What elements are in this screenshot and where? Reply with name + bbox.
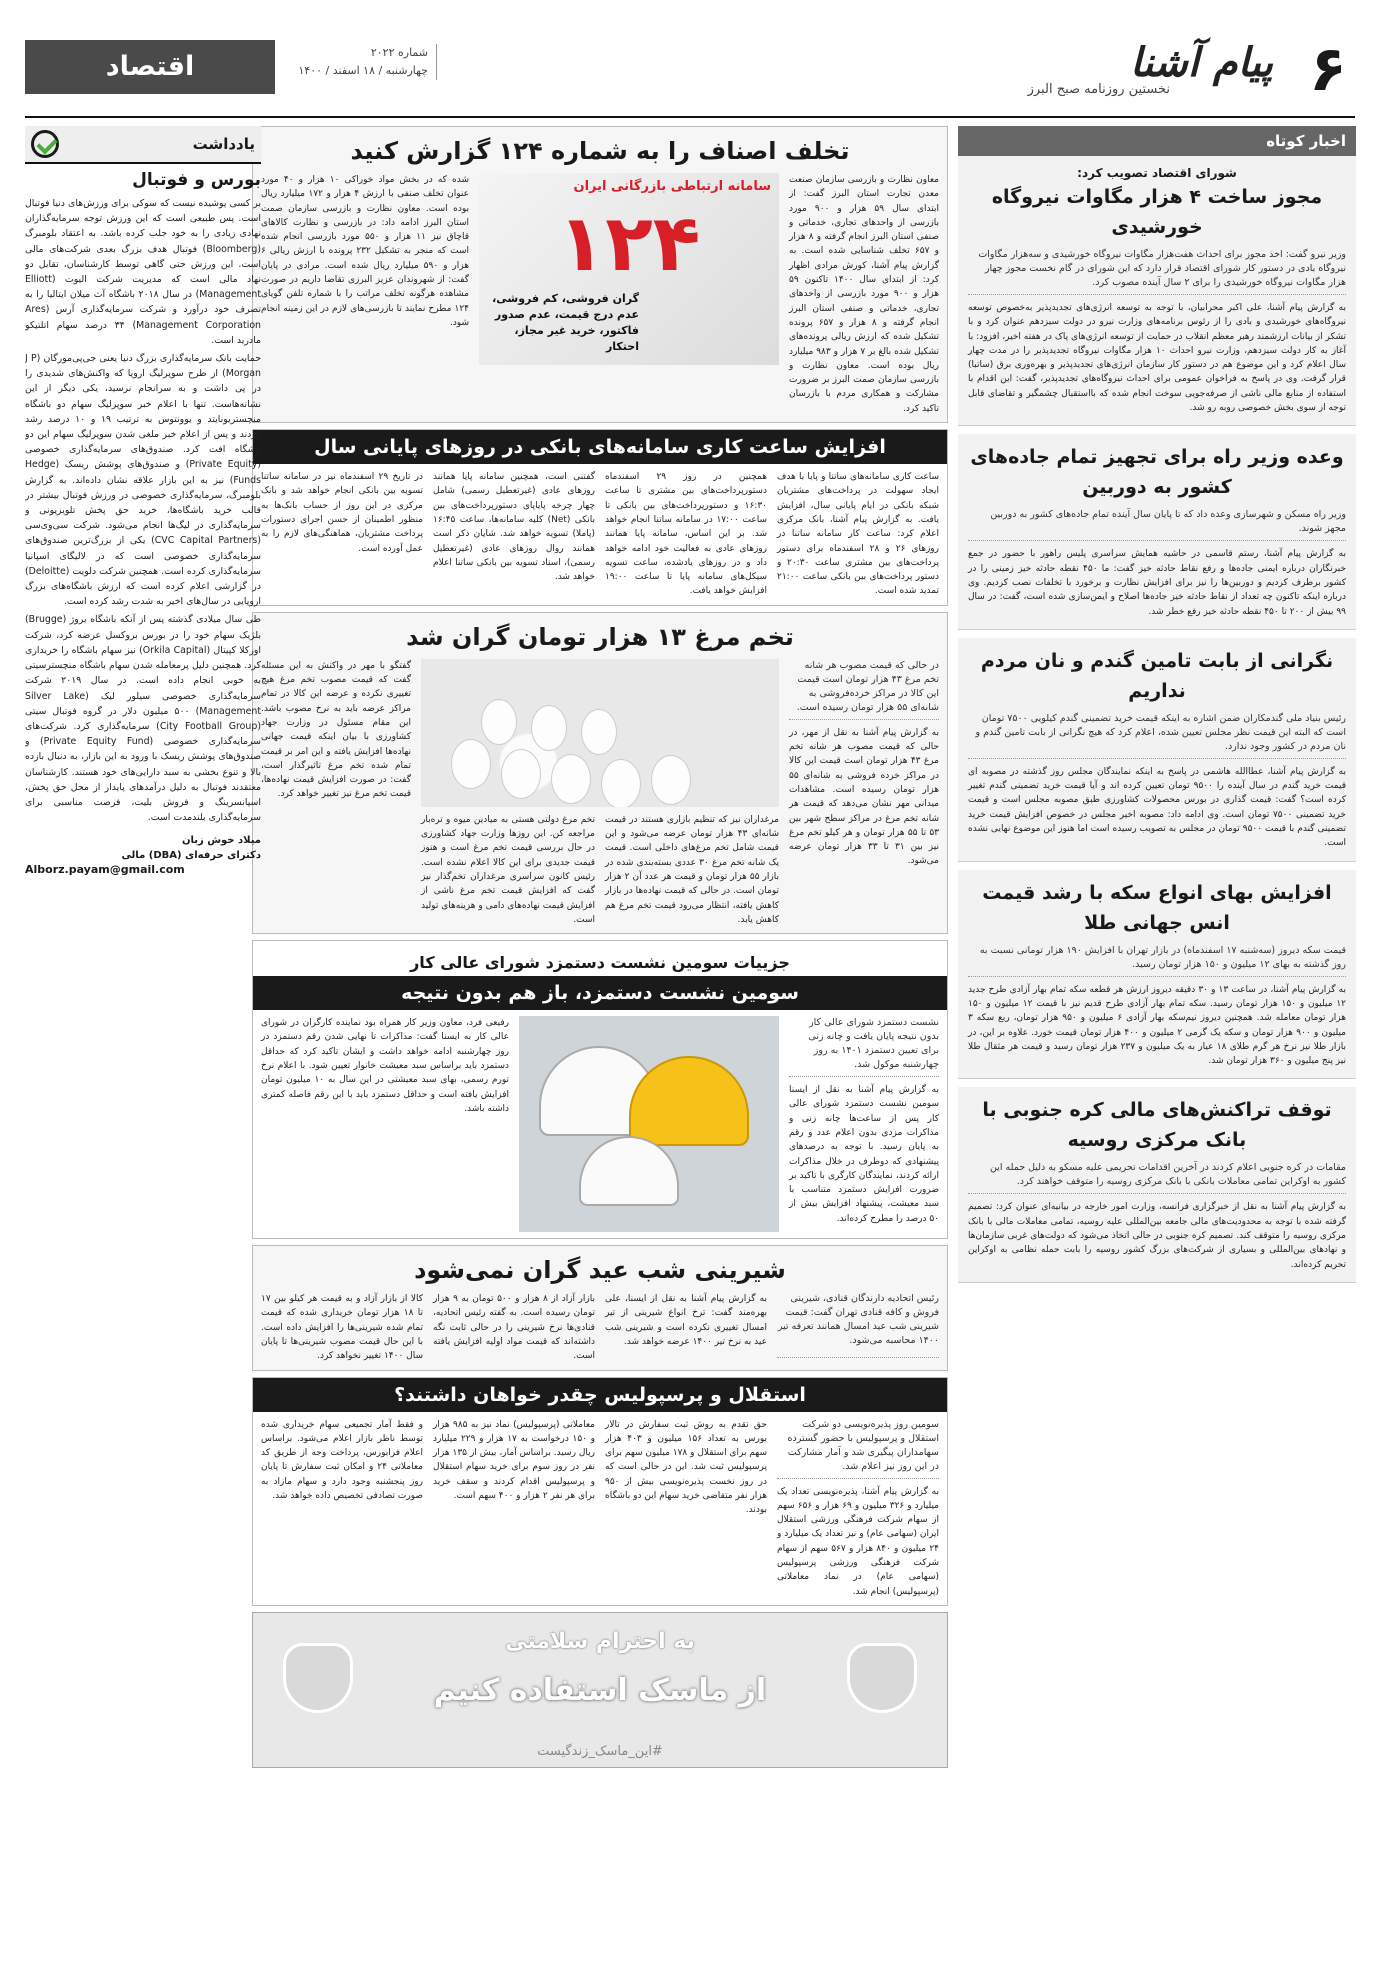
image-caption: سامانه ارتباطی بازرگانی ایران bbox=[573, 179, 771, 194]
article-col: بازار آزاد از ۸ هزار و ۵۰۰ تومان به ۹ هزار تومان رسیده است. به گفته رئیس اتحادیه، قنادی‌ها نرخ شیرینی را در حالی ثابت نگه داشته‌اند که قیمت مواد اولیه افزایش یافته است. bbox=[433, 1294, 595, 1362]
article-col: ساعت کاری سامانه‌های ساتنا و پایا با هدف ایجاد سهولت در پرداخت‌های مشتریان شبکه بانکی در ایام پایانی سال، افزایش یافت. به گزارش پیام آشنا، بانک مرکزی اعلام کرد: ساعت کار سامانه ساتنا در روزهای ۲۶ و ۲۸ اسفندماه برای دستور پرداخت‌های بین مشتری ساعت ۲۰:۳۰ و دستور پرداخت‌های بین بانکی ساعت ۲۱:۰۰ تمدید شده است. bbox=[777, 472, 939, 597]
issue-number: شماره ۲۰۲۲ bbox=[370, 46, 428, 59]
article-col: به گزارش پیام آشنا به نقل از ایسنا، علی بهره‌مند گفت: ترخ انواع شیرینی از تیر امسال تغییری نکرده است و شیرینی شب عید به نرخ تیر ۱۴۰۰ عرضه خواهد شد. bbox=[605, 1294, 767, 1347]
article-col: در تاریخ ۲۹ اسفندماه نیز در سامانه ساتنا تسویه بین بانکی انجام خواهد شد و بانک مرکزی در این روز از حساب بانک‌ها به منظور اطمینان از حسن اجرای دستورات پرداخت مشتریان، هماهنگی‌های لازم را به عمل آورده است. bbox=[261, 472, 423, 554]
article-lede: نشست دستمزد شورای عالی کار بدون نتیجه پایان یافت و چانه زنی برای تعیین دستمزد ۱۴۰۱ به روز چهارشنبه موکول شد. bbox=[789, 1016, 939, 1077]
article-col: رفیعی فرد، معاون وزیر کار همراه بود نماینده کارگران در شورای عالی کار به ایسنا گفت: مذاکرات تا نهایی شدن رقم دستمزد در روز چهارشنبه ادامه خواهد داشت و ایشان تاکید کرد که حداقل دستمزد باید براساس سبد معیشت خانوار تعیین شود. با اعلام نرخ تورم رسمی، بهای سبد معیشتی در این سال به ۱۰ میلیون تومان افزایش یافته است و حداقل دستمزد باید با این رقم فاصله کمتری داشته باشد. bbox=[261, 1018, 509, 1114]
short-news-body: به گزارش پیام آشنا، رستم قاسمی در حاشیه همایش سراسری پلیس راهور با حضور در جمع خبرنگاران درباره ایمنی جاده‌ها و رفع نقاط حادثه خیز گفت: ما ۴۵۰ نقطه حادثه خیز زمینی را در کشور برطرف کردیم و دوربین‌ها را نیز برای افزایش نظارت و برخورد با تخلفات نصب کردیم. وی درباره اینکه تاکنون چه تعداد از نقاط حادثه خیز جاده‌ها اصلاح و ایمن‌سازی شده است، گفت: در سال ۹۹ بیش از ۲۰۰ تا ۴۵۰ نقطه حادثه خیز رفع خطر شد. bbox=[968, 549, 1347, 617]
short-news-body: به گزارش پیام آشنا، در ساعت ۱۳ و ۳۰ دقیقه دیروز ارزش هر قطعه سکه تمام بهار آزادی طرح جدید ۱۲ میلیون و ۱۵۰ هزار تومان رسید. سکه تمام بهار آزادی طرح قدیم نیز با قیمت ۱۲ میلیون و ۱۵۰ هزار تومان معامله شد. همچنین دیروز نیم‌سکه بهار آزادی ۶ میلیون و ۹۵۰ هزار تومان، ربع سکه ۳ میلیون و ۹۰۰ هزار تومان و سکه یک گرمی ۲ میلیون و ۴۰۰ هزار تومان قیمت خورد. علاوه بر این، در بازار طلا نیز نرخ هر گرم طلای ۱۸ عیار به یک میلیون و ۲۳۷ هزار تومان رسید و قیمت هر مثقال طلا نیز پنج میلیون و ۳۶۰ هزار تومان شد. bbox=[968, 984, 1347, 1067]
short-news-body: به گزارش پیام آشنا، عطاالله هاشمی در پاسخ به اینکه نمایندگان مجلس روز گذشته در مصوبه ای قیمت خرید گندم در سال آینده را ۹۵۰۰ تومان تعیین کرده اند و آیا قیمت خرید تضمینی گندم تغییر کرده است؟ گفت: قیمت گذاری در بورس محصولات کشاورزی طبق مصوبه مجلس است و قیمت خرید تضمینی ۷۵۰۰ تومان است. وی ادامه داد: مصوبه اخیر مجلس در خصوص افزایش قیمت خرید تضمینی گندم با قیمت ۹۵۰۰ تومان در مجلس به تصویب رسیده است اما هنوز این موضوع نهایی نشده است. bbox=[968, 766, 1346, 849]
short-news-title: مجوز ساخت ۴ هزار مگاوات نیروگاه خورشیدی bbox=[991, 186, 1323, 238]
contact-email[interactable]: Alborz.payam@gmail.com bbox=[25, 863, 185, 877]
issue-meta bbox=[287, 44, 437, 80]
short-news-lede: وزیر راه مسکن و شهرسازی وعده داد که تا پایان سال آینده تمام جاده‌های کشور به دوربین مجهز شوند. bbox=[968, 508, 1346, 541]
short-news-item bbox=[958, 870, 1356, 1080]
article-bank-hours bbox=[252, 429, 948, 606]
short-news-item bbox=[958, 638, 1356, 862]
editorial-label: یادداشت bbox=[192, 135, 255, 153]
article-title: سومین نشست دستمزد، باز هم بدون نتیجه bbox=[253, 976, 947, 1010]
article-col: به گزارش پیام آشنا، پذیره‌نویسی تعداد یک میلیارد و ۳۲۶ میلیون و ۶۹ هزار و ۶۵۶ سهم از سهام شرکت فرهنگی ورزشی استقلال ایران (سهامی عام) و نیز تعداد یک میلیارد و ۲۴ میلیون و ۸۴۰ هزار و ۵۶۷ سهم از سهام شرکت فرهنگی ورزشی پرسپولیس (سهامی عام) در نماد معاملاتی (پرسپولیس) انجام شد. bbox=[777, 1486, 939, 1597]
short-news-title: توقف تراکنش‌های مالی کره جنوبی با بانک مرکزی روسیه bbox=[982, 1099, 1332, 1152]
masthead bbox=[25, 30, 1355, 118]
article-title: شیرینی شب عید گران نمی‌شود bbox=[414, 1256, 786, 1285]
article-lede: سومین روز پذیره‌نویسی دو شرکت استقلال و پرسپولیس با حضور گسترده سهامداران پیگیری شد و آمار مشارکت در این روز نیز اعلام شد. bbox=[777, 1418, 939, 1479]
article-kicker: جزییات سومین نشست دستمزد شورای عالی کار bbox=[410, 953, 790, 973]
short-news-item bbox=[958, 1087, 1356, 1282]
editorial-body bbox=[25, 196, 261, 825]
ad-hashtag: #این_ماسک_زندگیست bbox=[537, 1743, 663, 1759]
editorial-title: بورس و فوتبال bbox=[132, 170, 261, 190]
article-title: تخم مرغ ۱۳ هزار تومان گران شد bbox=[406, 622, 794, 651]
mask-awareness-ad bbox=[252, 1612, 948, 1768]
article-col: معاملاتی (پرسپولیس) نماد نیز به ۹۸۵ هزار و ۱۵۰ درخواست به ۱۷ هزار و ۲۲۹ میلیارد ریال رسید. براساس آمار، بیش از ۱۳۵ هزار نفر در روز سوم برای خرید سهام استقلال و پرسپولیس اقدام کردند و سقف خرید برای هر نفر ۲ هزار و ۴۰۰ سهم است. bbox=[433, 1419, 595, 1502]
author-byline bbox=[25, 833, 261, 863]
short-news-body: به گزارش پیام آشنا به نقل از خبرگزاری فرانسه، وزارت امور خارجه در بیانیه‌ای عنوان کرد: تصمیم گرفته شده با توجه به محدودیت‌های مالی جامعه بین‌المللی علیه روسیه، تمامی معاملات مالی با بانک مرکزی روسیه را متوقف کند. تصمیم کره جنوبی در حالی اتخاذ می‌شود که دولت‌های غربی سازمان‌ها و نهادهای بین‌المللی و بسیاری از شرکت‌های بزرگ کشور روسیه را بابت حمله نظامی به اوکراین تحریم کرده‌اند. bbox=[968, 1202, 1346, 1270]
page-number: ۶ bbox=[1309, 32, 1347, 105]
short-news-body: به گزارش پیام آشنا، علی اکبر محرابیان، با توجه به توسعه انرژی‌های تجدیدپذیر به‌خصوص توسعه نیروگاه‌های خورشیدی و بادی را از رئوس برنامه‌های وزارت نیرو در دولت سیزدهم عنوان کرد و با تشکر از بیانات ارزشمند رهبر معظم انقلاب در حمایت از توسعه انرژی‌های پاک در هفته اخیر، افزود: با آغاز به کار دولت سیزدهم، وزارت نیرو احداث ۱۰ هزار مگاوات نیروگاه تجدیدپذیر را در مدت چهار سال اعلام کرد و این موضوع هم در دستور کار سازمان انرژی‌های تجدیدپذیر و بهره‌وری برق (ساتبا) قرار گرفت. وی در پاسخ به فراخوان عمومی برای احداث نیروگاه‌های تجدیدپذیر، گفت: این اقدام با استفاده از منابع مالی ناشی از صرفه‌جویی سوخت انجام شده که بااستقبال چشمگیر و تقاضای قابل توجه از سوی بخش خصوصی روبه رو شد. bbox=[968, 303, 1347, 414]
workers-helmets-photo bbox=[519, 1016, 779, 1232]
main-news-column bbox=[252, 126, 948, 1946]
article-col: گفتنی است، همچنین سامانه پایا همانند روزهای عادی (غیرتعطیل رسمی) شامل چهار چرخه پایاپای دستورپرداخت‌های بین بانکی (Net) کلیه سامانه‌ها، ساعت ۱۶:۴۵ (پاملا) تسویه خواهد شد. شایان ذکر است همانند روال روزهای عادی (غیرتعطیل رسمی)، اسناد تسویه بین بانکی ساتنا اعلام خواهد شد. bbox=[433, 472, 595, 583]
short-news-title: وعده وزیر راه برای تجهیز تمام جاده‌های کشور به دوربین bbox=[970, 446, 1344, 499]
hotline-number: ۱۲۴ bbox=[557, 199, 701, 289]
check-icon bbox=[31, 130, 59, 158]
editorial-header bbox=[25, 126, 261, 164]
image-overlay-text: گران فروشی، کم فروشی، عدم درج قیمت، عدم صدور فاکتور، خرید غیر مجاز، احتکار bbox=[492, 292, 639, 353]
short-news-band: اخبار کوتاه bbox=[958, 126, 1356, 156]
article-col: شده که در بخش مواد خوراکی ۱۰ هزار و ۴۰ مورد عنوان تخلف صنفی با ارزش ۴ هزار و ۱۷۲ میلیارد ریال بوده است. معاون نظارت و بازرسی سازمان صمت استان البرز ادامه داد: در بازرسی و نظارت کالاهای قاچاق نیز ۱۱ هزار و ۵۵۰ مورد بازرسی انجام شده است که منجر به تشکیل ۲۳۲ پرونده با ارزش ریالی ۶ هزار و ۵۹۰ میلیارد ریال شده است. مرادی در پایان گفت: از شهروندان عزیز البرزی تقاضا داریم در صورت مشاهده هرگونه تخلف مراتب را با شماره تلفن گویای ۱۲۴ مطرح نمایند تا بازرسی‌های لازم در این زمینه انجام شود. bbox=[261, 175, 470, 328]
ad-line-1: به احترام سلامتی bbox=[505, 1628, 695, 1654]
article-lede: رئیس اتحادیه دارندگان قنادی، شیرینی فروش و کافه قنادی تهران گفت: قیمت شیرینی شب عید امسال همانند تعرفه تیر ۱۴۰۰ محاسبه می‌شود. bbox=[777, 1292, 939, 1357]
article-col: به گزارش پیام آشنا به نقل از ایسنا سومین نشست دستمزد شورای عالی کار پس از ساعت‌ها چانه زنی و مذاکرات مزدی بدون اعلام عدد و رقم به پایان رسید. با توجه به درصدهای پیشنهادی که دوطرف در خلال مذاکرات ارائه کردند، نمایندگان کارگری با تاکید بر ضرورت افزایش دستمزد متناسب با سبد معیشت، پیشنهاد افزایش بیش از ۵۰ درصد را مطرح کرده‌اند. bbox=[789, 1085, 939, 1224]
article-col: کالا از بازار آزاد و به قیمت هر کیلو بین ۱۷ تا ۱۸ هزار تومان خریداری شده که قیمت تمام شده شیرینی‌ها را افزایش داده است. با این حال قیمت مصوب شیرینی‌ها تا پایان سال ۱۴۰۰ تغییر نخواهد کرد. bbox=[261, 1294, 423, 1362]
short-news-item bbox=[958, 156, 1356, 426]
short-news-kicker: شورای اقتصاد تصویب کرد: bbox=[1077, 166, 1237, 180]
editorial-paragraph: حمایت بانک سرمایه‌گذاری بزرگ دنیا یعنی جی‌پی‌مورگان (J P Morgan) از طرح سوپرلیگ اروپا که واکنش‌های شدیدی را در پی داشت و به سرانجام نرسید، یکی دیگر از این نشانه‌هاست. تنها با اعلام خبر سوپرلیگ سهام دو باشگاه منچستریونایتد و یوونتوس به ترتیب ۱۹ و ۱۰ درصد رشد کردند و پس از اعلام خبر ملغی شدن سوپرلیگ سهام این دو باشگاه افت کرد. صندوق‌های سرمایه‌گذاری خصوصی (Private Equity) و صندوق‌های پوشش ریسک (Hedge Funds) نیز به این بازار علاقه نشان داده‌اند. به گزارش بلومبرگ، سرمایه‌گذاری خصوصی در ورزش فوتبال بیشتر در قالب خرید باشگاه‌ها، خرید حق پخش تلویزیونی و سرمایه‌گذاری در لیگ‌ها انجام می‌شود. شرکت سی‌وی‌سی (CVC Capital Partners) یکی از بزرگ‌ترین صندوق‌های سرمایه‌گذاری خصوصی است که در لالیگای اسپانیا سرمایه‌گذاری کرده است. همچنین شرکت دلویت (Deloitte) در گزارشی اعلام کرده است که ارزش باشگاه‌های بزرگ اروپایی در سال‌های اخیر به شدت رشد کرده است. bbox=[25, 353, 261, 608]
article-col: گفتگو با مهر در واکنش به این مسئله گفت که قیمت مصوب تخم مرغ هیچ تغییری نکرده و عرضه این کالا در تمام مراکز عرضه باید به نرخ مصوب باشد. این مقام مسئول در وزارت جهاد کشاورزی با بیان اینکه قیمت جهانی نهاده‌ها افزایش یافته و این امر بر قیمت تمام شده تخم مرغ تاثیرگذار است، گفت: در صورت افزایش قیمت نهاده‌ها، قیمت تخم مرغ نیز تغییر خواهد کرد. bbox=[261, 660, 411, 800]
article-complaint-124 bbox=[252, 126, 948, 423]
article-football-ipo bbox=[252, 1377, 948, 1606]
short-news-lede: قیمت سکه دیروز (سه‌شنبه ۱۷ اسفندماه) در بازار تهران با افزایش ۱۹۰ هزار تومانی نسبت به روز گذشته به بهای ۱۲ میلیون و ۱۵۰ هزار تومان رسید. bbox=[968, 944, 1346, 977]
ad-line-2: از ماسک استفاده کنیم bbox=[433, 1672, 767, 1708]
short-news-item bbox=[958, 434, 1356, 629]
short-news-lede: مقامات در کره جنوبی اعلام کردند در آخرین اقدامات تحریمی علیه مسکو به دلیل حمله این کشور به اوکراین تمامی معاملات بانکی با بانک مرکزی روسیه را متوقف خواهند کرد. bbox=[968, 1161, 1346, 1194]
short-news-lede: وزیر نیرو گفت: اخذ مجوز برای احداث هفت‌هزار مگاوات نیروگاه خورشیدی و سه‌هزار مگاوات نیروگاه بادی در دستور کار شورای اقتصاد قرار دارد که این شورای در گام نخست مجوز چهار هزار مگاوات نیروگاه خورشیدی را برای ۲ سال آینده مصوب کرد. bbox=[968, 248, 1346, 295]
short-news-title: نگرانی از بابت تامین گندم و نان مردم نداریم bbox=[980, 649, 1334, 702]
newspaper-logo: پیام آشنا bbox=[1130, 40, 1273, 86]
article-col: معاون نظارت و بازرسی سازمان صنعت معدن تجارت استان البرز گفت: از ابتدای سال ۵۹ هزار و ۹۰۰ مورد بازرسی از واحدهای تجاری، خدماتی و صنفی استان البرز انجام گرفته و ۸ هزار و ۶۵۷ تخلف شناسایی شده است. به گزارش پیام آشنا، کورش مرادی اظهار کرد: از ابتدای سال ۱۴۰۰ تاکنون ۵۹ هزار و ۹۰۰ مورد بازرسی از واحدهای تجاری، خدماتی و صنفی استان البرز انجام گرفته و ۸ هزار و ۶۵۷ پرونده تشکیل شده که ارزش ریالی پرونده‌های تشکیل شده بالغ بر ۷ هزار و ۹۸۳ میلیارد ریال بوده است. معاون نظارت و بازرسی سازمان صمت البرز بر ضرورت مشارکت و همکاری مردم با بازرسان تاکید کرد. bbox=[789, 175, 940, 414]
article-col: مرغداران نیز که تنظیم بازاری هستند در قیمت شانه‌ای ۴۳ هزار تومان عرضه می‌شود و این قیمت شامل تخم مرغ‌های داخلی است. قیمت یک شانه تخم مرغ ۳۰ عددی بسته‌بندی شده در بازار ۵۵ هزار تومان و قیمت هر عدد آن ۲ هزار تومان است. در حالی که قیمت نهاده‌ها در بازار کاهش یافته، انتظار می‌رود قیمت تخم مرغ هم کاهش یابد. bbox=[605, 814, 779, 925]
article-wage-meeting bbox=[252, 940, 948, 1239]
editorial-column bbox=[25, 126, 261, 1946]
short-news-column bbox=[958, 126, 1356, 1946]
author-title: دکترای حرفه‌ای (DBA) مالی bbox=[121, 850, 261, 862]
article-col: حق تقدم به روش ثبت سفارش در تالار بورس به تعداد ۱۵۶ میلیون و ۴۰۳ هزار سهم برای استقلال و ۱۷۸ میلیون سهم برای پرسپولیس ثبت شد. این در حالی است که در روز نخست پذیره‌نویسی بیش از ۹۵۰ هزار نفر متقاضی خرید سهام این دو باشگاه بودند. bbox=[604, 1419, 768, 1516]
hotline-124-image bbox=[479, 173, 779, 365]
article-title: افزایش ساعت کاری سامانه‌های بانکی در روزهای پایانی سال bbox=[253, 430, 947, 464]
egg-tray-photo bbox=[421, 659, 779, 807]
short-news-lede: رئیس بنیاد ملی گندمکاران ضمن اشاره به اینکه قیمت خرید تضمینی گندم کیلویی ۷۵۰۰ تومان است که البته این قیمت نظر مجلس تعیین شده، اعلام کرد که هیچ نگرانی از بابت تامین گندم و نان مردم در کشور وجود ندارد. bbox=[968, 712, 1346, 759]
editorial-paragraph: بر کسی پوشیده نیست که سوکی برای ورزش‌های دنیا فوتبال است. پس طبیعی است که این ورزش توجه سرمایه‌گذاران نهادی زیادی را به خود جلب کرده باشد. به اعتقاد بلومبرگ (Bloomberg) فوتبال هدف بزرگ بعدی شرکت‌های مالی است. این ورزش حتی گاهی توسط کارشناسان، تقابل دو نهاد مالی است که مدیریت شرکت الیوت (Elliott Management) در سال ۲۰۱۸ باشگاه آث میلان ایتالیا را به تصرف خود درآورد و شرکت سرمایه‌گذاری آرس (Ares Management Corporation) ۳۴ درصد سهام اتلتیکو مادرید است. bbox=[25, 198, 261, 346]
article-title: استقلال و پرسپولیس چقدر خواهان داشتند؟ bbox=[253, 1378, 947, 1412]
article-col: تخم مرغ دولتی هستی به میادین میوه و تره‌بار مراجعه کن. این روزها وزارت جهاد کشاورزی در حال بررسی قیمت تخم مرغ است و هنوز قیمت جدیدی برای این کالا اعلام نشده است. رئیس کانون سراسری مرغداران تخم‌گذار نیز گفت که افزایش قیمت تخم مرغ ناشی از افزایش قیمت نهاده‌های دامی و هزینه‌های تولید است. bbox=[421, 814, 595, 925]
short-news-title: افزایش بهای انواع سکه با رشد قیمت انس جهانی طلا bbox=[982, 881, 1332, 934]
tagline: نخستین روزنامه صبح البرز bbox=[1027, 82, 1170, 97]
article-col: همچنین در روز ۲۹ اسفندماه دستورپرداخت‌های بین مشتری تا ساعت ۱۶:۳۰ و دستورپرداخت‌های بین بانکی تا ساعت ۱۷:۰۰ در سامانه ساتنا انجام خواهد شد. بر این اساس، سامانه پایا همانند روزهای عادی به فعالیت خود ادامه خواهد داد و در روزهای یادشده، ساعت تسویه سیکل‌های سامانه پایا تا ساعت ۱۹:۰۰ افزایش خواهد یافت. bbox=[605, 472, 767, 597]
section-label: اقتصاد bbox=[25, 40, 275, 94]
article-egg-price bbox=[252, 612, 948, 934]
article-sweets bbox=[252, 1245, 948, 1370]
author-name: میلاد خوش زبان bbox=[181, 835, 261, 847]
issue-date: چهارشنبه / ۱۸ اسفند / ۱۴۰۰ bbox=[298, 64, 428, 77]
editorial-paragraph: طی سال میلادی گذشته پس از آنکه باشگاه بروژ (Brugge) بلژیک سهام خود را در بورس بروکسل عرضه کرد، شرکت اورکلا کپیتال (Orkila Capital) نیز سهام باشگاه را خریداری کرد. همچنین دلیل پرمعامله شدن سهام باشگاه منچسترسیتی به خوبی انجام داده است. در سال ۲۰۱۹ شرکت سرمایه‌گذاری خصوصی سیلور لیک (Silver Lake Management) ۵۰۰ میلیون دلار در گروه فوتبال سیتی (City Football Group) سرمایه‌گذاری کرد. شرکت‌های سرمایه‌گذاری خصوصی (Private Equity Fund) و صندوق‌های پوشش ریسک با ورود به این بازار، به دنبال بازده بالا و تنوع بخشی به سبد دارایی‌های خود هستند. کارشناسان معتقدند فوتبال به دلیل درآمدهای پایدار از محل حق پخش، اسپانسرینگ و فروش بلیت، فرصت مناسبی برای سرمایه‌گذاری بلندمدت است. bbox=[25, 614, 261, 824]
article-col: و فقط آمار تجمیعی سهام خریداری شده توسط ناظر بازار اعلام می‌شود. براساس اعلام فرابورس، پرداخت وجه از طریق کد معاملاتی ۲۴ و امکان ثبت سفارش تا پایان روز پنجشنبه وجود دارد و سهام مازاد به صورت تصادفی تخصیص داده خواهد شد. bbox=[261, 1419, 424, 1502]
article-title: تخلف اصناف را به شماره ۱۲۴ گزارش کنید bbox=[350, 137, 850, 165]
article-col: به گزارش پیام آشنا به نقل از مهر، در حالی که قیمت مصوب هر شانه تخم مرغ ۴۳ هزار تومان است قیمت این کالا در مراکز خرده فروشی به شانه‌ای ۵۵ هزار تومان رسیده است. مشاهدات میدانی مهر نشان می‌دهد که قیمت هر شانه تخم مرغ در مراکز سطح شهر بین ۵۳ تا ۵۵ هزار تومان و هر کیلو تخم مرغ نیز بین ۳۱ تا ۳۳ هزار تومان عرضه می‌شود. bbox=[789, 727, 940, 867]
article-lede: در حالی که قیمت مصوب هر شانه تخم مرغ ۴۳ هزار تومان است قیمت این کالا در مراکز خرده‌فروشی به شانه‌ای ۵۵ هزار تومان رسیده است. bbox=[789, 659, 939, 720]
